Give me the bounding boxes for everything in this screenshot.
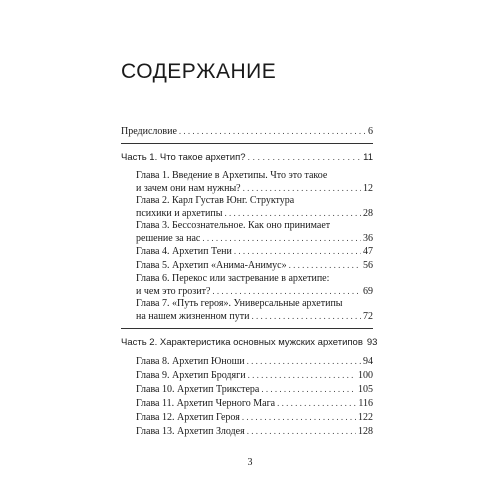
page-title: СОДЕРЖАНИЕ (121, 60, 277, 83)
toc-chapter-3[interactable] (136, 232, 373, 245)
toc-entry-part-1[interactable] (121, 151, 373, 164)
toc-part-label: Часть 1. Что такое архетип? (121, 152, 246, 163)
toc-page-number: 100 (358, 370, 373, 381)
toc-entry-label: Глава 11. Архетип Черного Мага (136, 398, 276, 409)
toc-entry-label: психики и архетипы (136, 208, 223, 219)
toc-chapter-4[interactable] (136, 245, 373, 258)
toc-chapter-1-line1[interactable]: Глава 1. Введение в Архетипы. Что это такое (136, 170, 328, 181)
toc-chapter-5[interactable] (136, 259, 373, 272)
toc-page-number: 69 (363, 286, 373, 297)
leader-dots (248, 151, 362, 163)
leader-dots (179, 125, 366, 137)
toc-page-number: 105 (358, 384, 373, 395)
toc-page-number: 122 (358, 412, 373, 423)
toc-page-number: 72 (363, 311, 373, 322)
page-number: 3 (247, 457, 253, 468)
toc-page-number: 47 (363, 246, 373, 257)
toc-entry-label: и чем это грозит? (136, 286, 211, 297)
toc-part-label: Часть 2. Характеристика основных мужских архетипов (121, 337, 363, 348)
toc-chapter-12[interactable] (136, 411, 373, 424)
toc-chapter-7-line1[interactable]: Глава 7. «Путь героя». Универсальные архетипы (136, 298, 343, 309)
toc-entry-label: Глава 9. Архетип Бродяги (136, 370, 246, 381)
leader-dots (202, 232, 361, 244)
toc-page-number: 116 (358, 398, 373, 409)
toc-chapter-2-line1[interactable]: Глава 2. Карл Густав Юнг. Структура (136, 195, 295, 206)
toc-entry-preface[interactable] (121, 125, 373, 138)
leader-dots (289, 259, 361, 271)
leader-dots (212, 285, 361, 297)
toc-chapter-13[interactable] (136, 425, 373, 438)
leader-dots (277, 397, 356, 409)
toc-chapter-9[interactable] (136, 369, 373, 382)
toc-entry-label: Глава 8. Архетип Юноши (136, 356, 245, 367)
toc-entry-label: Глава 5. Архетип «Анима-Анимус» (136, 260, 287, 271)
leader-dots (242, 411, 356, 423)
leader-dots (247, 355, 361, 367)
leader-dots (247, 425, 356, 437)
toc-entry-label: на нашем жизненном пути (136, 311, 250, 322)
leader-dots (224, 207, 361, 219)
toc-entry-label: решение за нас (136, 233, 201, 244)
toc-chapter-2[interactable] (136, 207, 373, 220)
toc-chapter-3-line1[interactable]: Глава 3. Бессознательное. Как оно принимает (136, 220, 331, 231)
toc-entry-label: Глава 13. Архетип Злодея (136, 426, 245, 437)
section-divider (121, 328, 373, 329)
toc-chapter-7[interactable] (136, 310, 373, 323)
toc-chapter-11[interactable] (136, 397, 373, 410)
toc-page-number: 56 (363, 260, 373, 271)
toc-page-number: 128 (358, 426, 373, 437)
leader-dots (234, 245, 361, 257)
toc-chapter-10[interactable] (136, 383, 373, 396)
toc-entry-part-2[interactable] (121, 336, 378, 349)
leader-dots (251, 310, 361, 322)
leader-dots (261, 383, 356, 395)
toc-entry-label: Глава 10. Архетип Трикстера (136, 384, 260, 395)
leader-dots (243, 182, 361, 194)
toc-entry-label: Глава 12. Архетип Героя (136, 412, 240, 423)
toc-page-number: 28 (363, 208, 373, 219)
toc-page-number: 11 (363, 152, 373, 163)
toc-chapter-1[interactable] (136, 182, 373, 195)
toc-entry-label: и зачем они нам нужны? (136, 183, 241, 194)
leader-dots (248, 369, 356, 381)
toc-page-number: 6 (368, 126, 373, 137)
toc-chapter-8[interactable] (136, 355, 373, 368)
toc-page-number: 93 (366, 337, 378, 348)
toc-chapter-6-line1[interactable]: Глава 6. Перекос или застревание в архетипе: (136, 273, 330, 284)
section-divider (121, 143, 373, 144)
toc-page-number: 36 (363, 233, 373, 244)
toc-entry-label: Глава 4. Архетип Тени (136, 246, 232, 257)
toc-page-number: 94 (363, 356, 373, 367)
toc-chapter-6[interactable] (136, 285, 373, 298)
toc-entry-label: Предисловие (121, 126, 177, 137)
toc-page-number: 12 (363, 183, 373, 194)
